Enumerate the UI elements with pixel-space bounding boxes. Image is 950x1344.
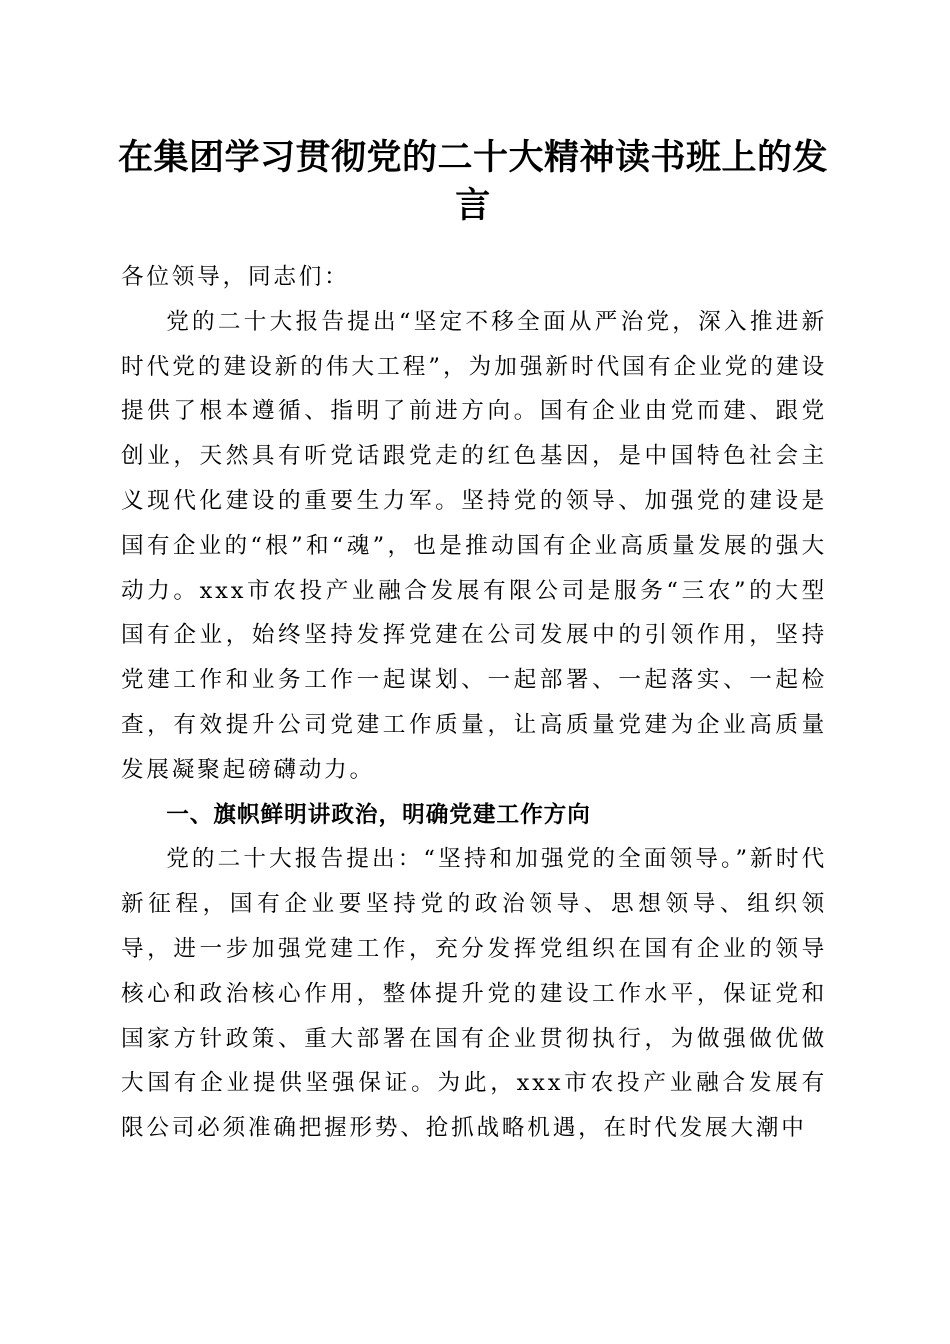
salutation: 各位领导，同志们：	[121, 264, 350, 290]
document-title: 在集团学习贯彻党的二十大精神读书班上的发言	[118, 137, 829, 226]
section-paragraph: 党的二十大报告提出：“坚持和加强党的全面领导。”新时代新征程，国有企业要坚持党的政治领导、思想领导、组织领导，进一步加强党建工作，充分发挥党组织在国有企业的领导核心和政治核心作用，整体提升党的建设工作水平，保证党和国家方针政策、重大部署在国有企业贯彻执行，为做强做优做大国有企业提供坚强保证。为此，xxx市农投产业融合发展有限公司必须准确把握形势、抢抓战略机遇，在时代发展大潮中	[121, 846, 827, 1142]
section-heading: 一、旗帜鲜明讲政治，明确党建工作方向	[166, 801, 591, 828]
document-body	[121, 255, 827, 1151]
intro-paragraph: 党的二十大报告提出“坚定不移全面从严治党，深入推进新时代党的建设新的伟大工程”，为加强新时代国有企业党的建设提供了根本遵循、指明了前进方向。国有企业由党而建、跟党创业，天然具有听党话跟党走的红色基因，是中国特色社会主义现代化建设的重要生力军。坚持党的领导、加强党的建设是国有企业的“根”和“魂”，也是推动国有企业高质量发展的强大动力。xxx市农投产业融合发展有限公司是服务“三农”的大型国有企业，始终坚持发挥党建在公司发展中的引领作用，坚持党建工作和业务工作一起谋划、一起部署、一起落实、一起检查，有效提升公司党建工作质量，让高质量党建为企业高质量发展凝聚起磅礴动力。	[121, 308, 827, 783]
